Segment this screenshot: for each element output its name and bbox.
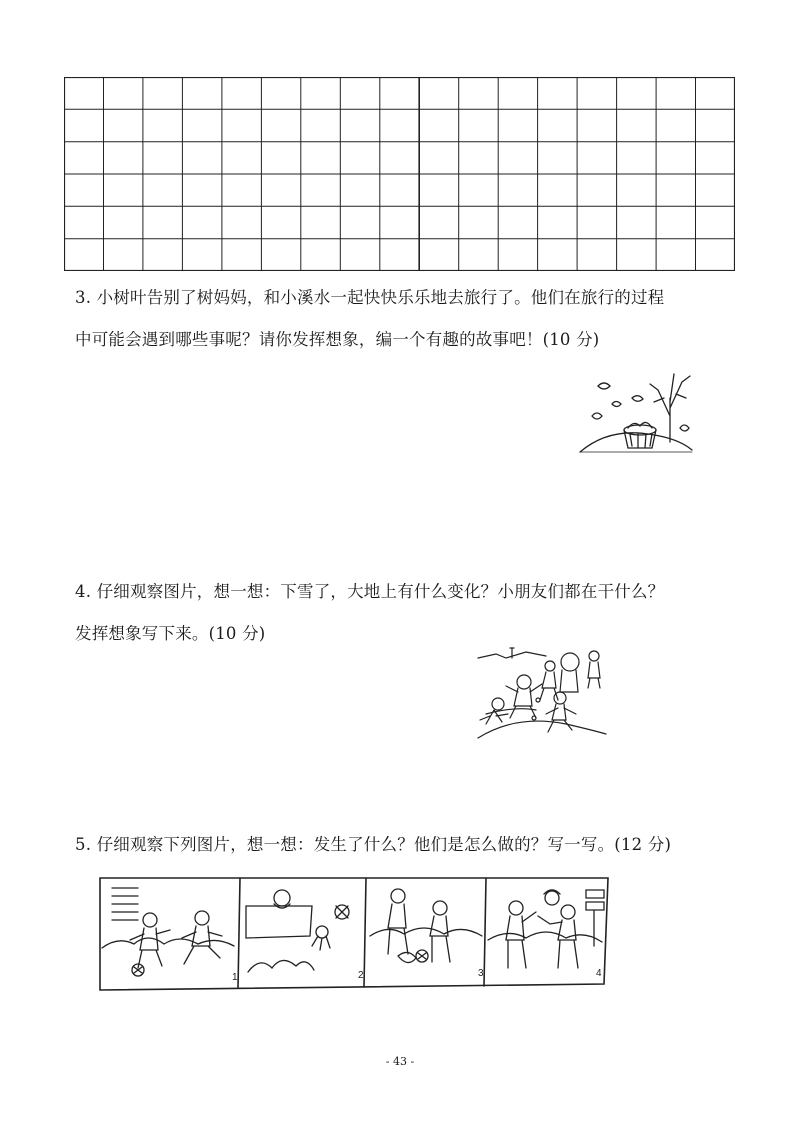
comic-panel-2 (246, 890, 349, 972)
question-3-line-1: 3. 小树叶告别了树妈妈，和小溪水一起快快乐乐地去旅行了。他们在旅行的过程 (75, 288, 665, 307)
comic-panel-1-number: 1 (232, 972, 238, 983)
question-4-line-2: 发挥想象写下来。(10 分) (75, 624, 266, 643)
snow-play-illustration (476, 644, 608, 746)
writing-grid (64, 77, 735, 271)
comic-panel-2-number: 2 (358, 970, 364, 981)
leaf-basket-tree-illustration (578, 368, 696, 460)
comic-panel-3 (370, 889, 482, 963)
question-3-line-2: 中可能会遇到哪些事呢？请你发挥想象，编一个有趣的故事吧！(10 分) (75, 330, 600, 349)
page-number: - 43 - (385, 1055, 415, 1068)
comic-strip (98, 876, 612, 998)
comic-panel-4 (488, 890, 604, 968)
comic-panel-1 (102, 888, 234, 976)
question-5-line-1: 5. 仔细观察下列图片，想一想：发生了什么？他们是怎么做的？写一写。(12 分) (75, 835, 672, 854)
comic-panel-3-number: 3 (478, 968, 484, 979)
comic-panel-4-number: 4 (596, 968, 602, 979)
question-4-line-1: 4. 仔细观察图片，想一想：下雪了，大地上有什么变化？小朋友们都在干什么？ (75, 582, 665, 601)
